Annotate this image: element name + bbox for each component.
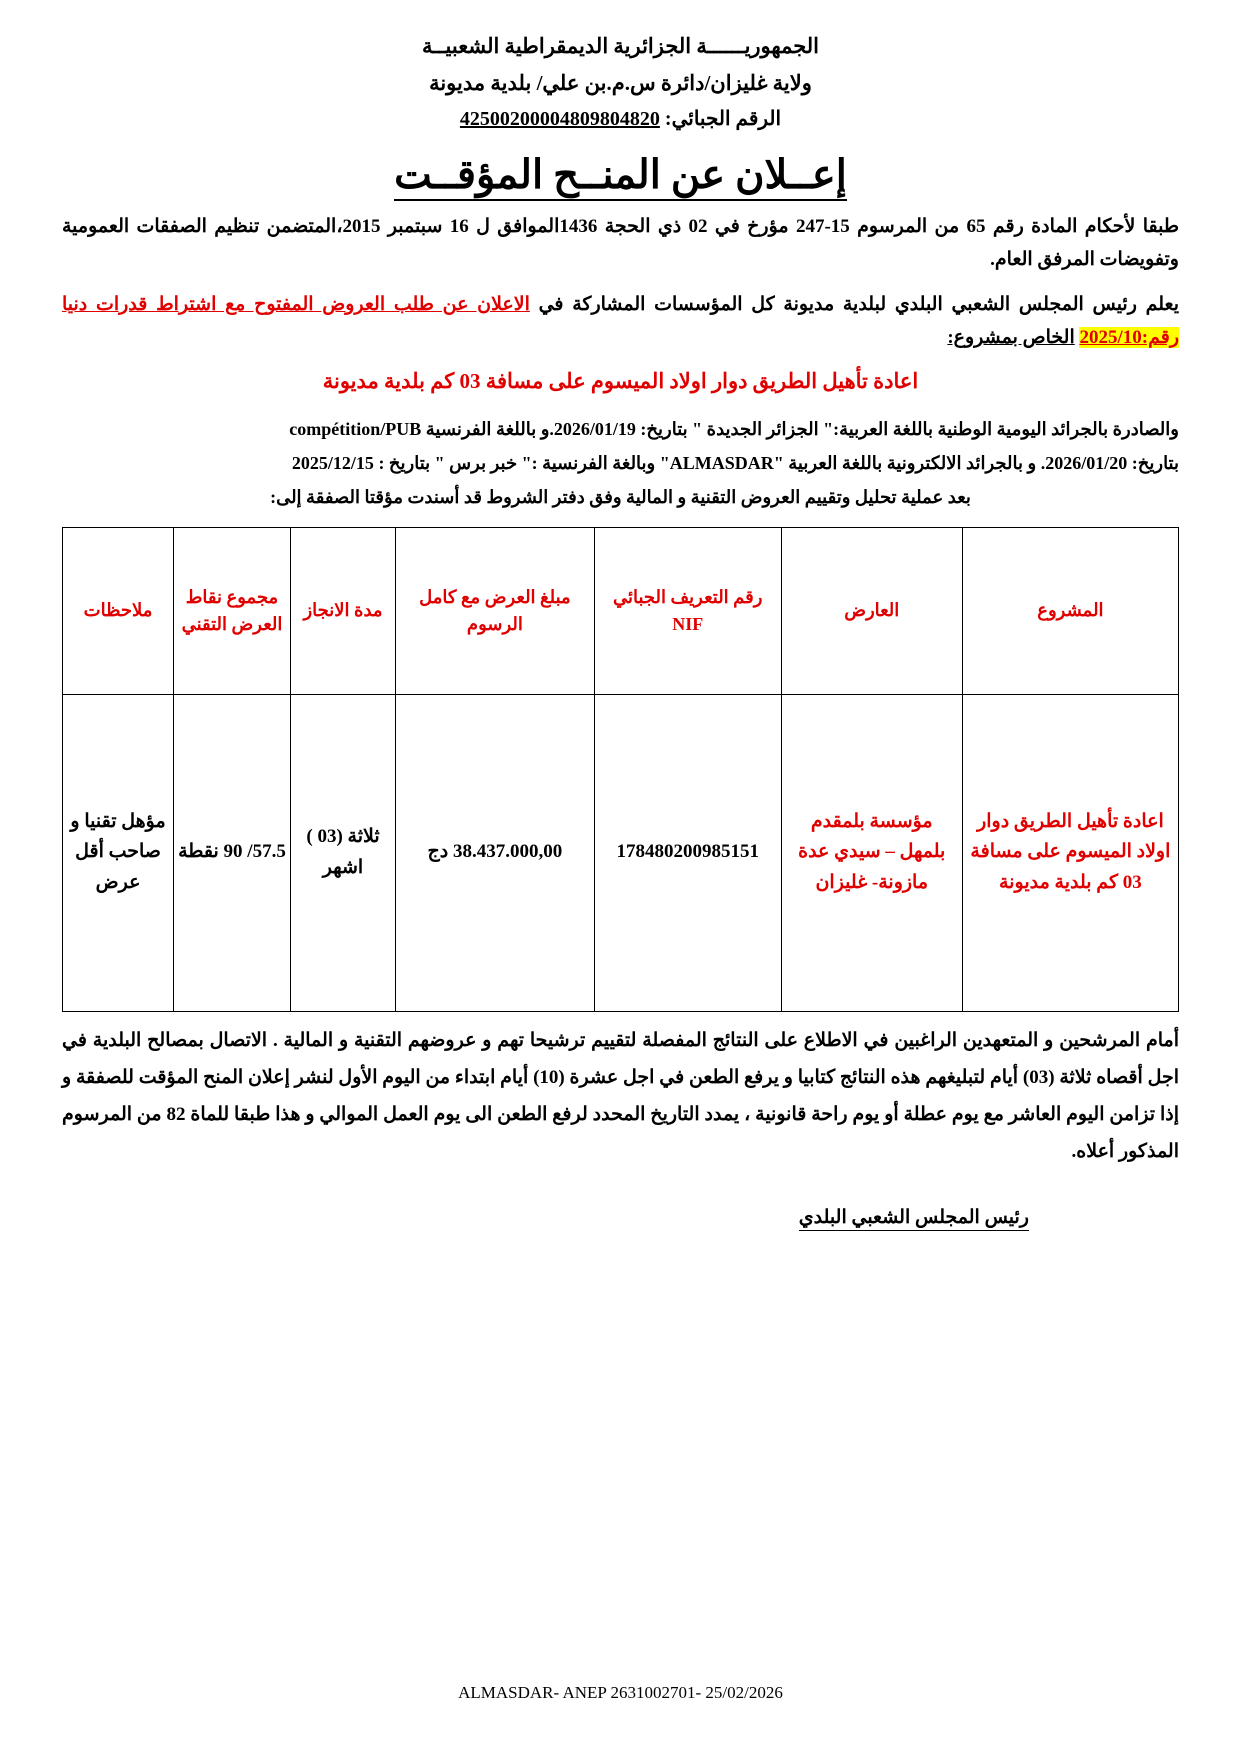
announcement-suffix: الخاص بمشروع: [947,327,1075,349]
cell-duration: ثلاثة (03 ) اشهر [290,694,395,1011]
announcement-number: رقم:2025/10 [1079,327,1179,349]
press-line-3: بعد عملية تحليل وتقييم العروض التقنية و المالية وفق دفتر الشروط قد أسندت مؤقتا الصفقة إلى: [270,487,971,508]
cell-bidder: مؤسسة بلمقدم بلمهل – سيدي عدة مازونة- غليزان [781,694,962,1011]
column-header-amount: مبلغ العرض مع كامل الرسوم [396,527,595,694]
column-header-bidder: العارض [781,527,962,694]
fiscal-number-label: الرقم الجبائي: [664,107,782,130]
cell-remarks: مؤهل تقنيا و صاحب أقل عرض [63,694,174,1011]
table-header-row [63,527,1179,694]
page-title-text: إعــلان عن المنــح المؤقــت [394,152,847,201]
column-header-technical-points: مجموع نقاط العرض التقني [174,527,291,694]
award-table [62,527,1179,1012]
fiscal-number-line [62,102,1179,137]
fiscal-number-value: 42500200004809804820 [459,107,660,130]
table-row [63,694,1179,1011]
announcement-prefix: يعلم رئيس المجلس الشعبي البلدي لبلدية مديونة كل المؤسسات المشاركة في [538,294,1179,315]
column-header-remarks: ملاحظات [63,527,174,694]
footer-reference: ALMASDAR- ANEP 2631002701- 25/02/2026 [458,1683,783,1702]
document-header [62,28,1179,137]
wilaya-line: ولاية غليزان/دائرة س.م.بن علي/ بلدية مديونة [429,70,812,95]
cell-amount: 38.437.000,00 دج [396,694,595,1011]
cell-project: اعادة تأهيل الطريق دوار اولاد الميسوم على مسافة 03 كم بلدية مديونة [962,694,1178,1011]
legal-basis-paragraph: طبقا لأحكام المادة رقم 65 من المرسوم 15-247 مؤرخ في 02 ذي الحجة 1436الموافق ل 16 سبتمبر 2015،المتضمن تنظيم الصفقات العمومية وتفويضات المرفق العام. [62,215,1180,270]
column-header-project: المشروع [962,527,1178,694]
column-header-nif: رقم التعريف الجبائي NIF [594,527,781,694]
announcement-tender-link: الاعلان عن طلب العروض المفتوح مع اشتراط قدرات دنيا [62,294,530,315]
project-title: اعادة تأهيل الطريق دوار اولاد الميسوم على مسافة 03 كم بلدية مديونة [322,368,919,393]
signature-title: رئيس المجلس الشعبي البلدي [799,1207,1029,1231]
cell-technical-points: 57.5/ 90 نقطة [174,694,291,1011]
republic-line: الجمهوريــــــة الجزائرية الديمقراطية الشعبيــة [421,34,820,58]
appeal-paragraph: أمام المرشحين و المتعهدين الراغبين في الاطلاع على النتائج المفصلة لتقييم ترشيحا تهم و عروضهم التقنية و المالية . الاتصال بمصالح البلدية في اجل أقصاه ثلاثة (03) أيام لتبليغهم هذه النتائج كتابيا و يرفع الطعن في اجل عشرة (10) أيام ابتداء من اليوم الأول لنشر إعلان المنح المؤقت للصفقة و إذا تزامن اليوم العاشر مع يوم عطلة أو يوم راحة قانونية ، يمدد التاريخ المحدد لرفع الطعن الى يوم العمل الموالي و هذا طبقا للماة 82 من المرسوم المذكور أعلاه. [62,1029,1179,1162]
signature-block [62,1206,1179,1229]
page-title [62,151,1179,198]
column-header-duration: مدة الانجاز [290,527,395,694]
press-line-1: والصادرة بالجرائد اليومية الوطنية باللغة العربية:" الجزائر الجديدة " بتاريخ: 2026/01/19.و باللغة الفرنسية compétition/PUB [289,419,1179,440]
cell-nif: 178480200985151 [594,694,781,1011]
press-line-2: بتاريخ: 2026/01/20. و بالجرائد الالكترونية باللغة العربية "ALMASDAR" وبالغة الفرنسية :" خبر برس " بتاريخ : 2025/12/15 [291,453,1179,474]
announcement-paragraph [62,288,1179,355]
